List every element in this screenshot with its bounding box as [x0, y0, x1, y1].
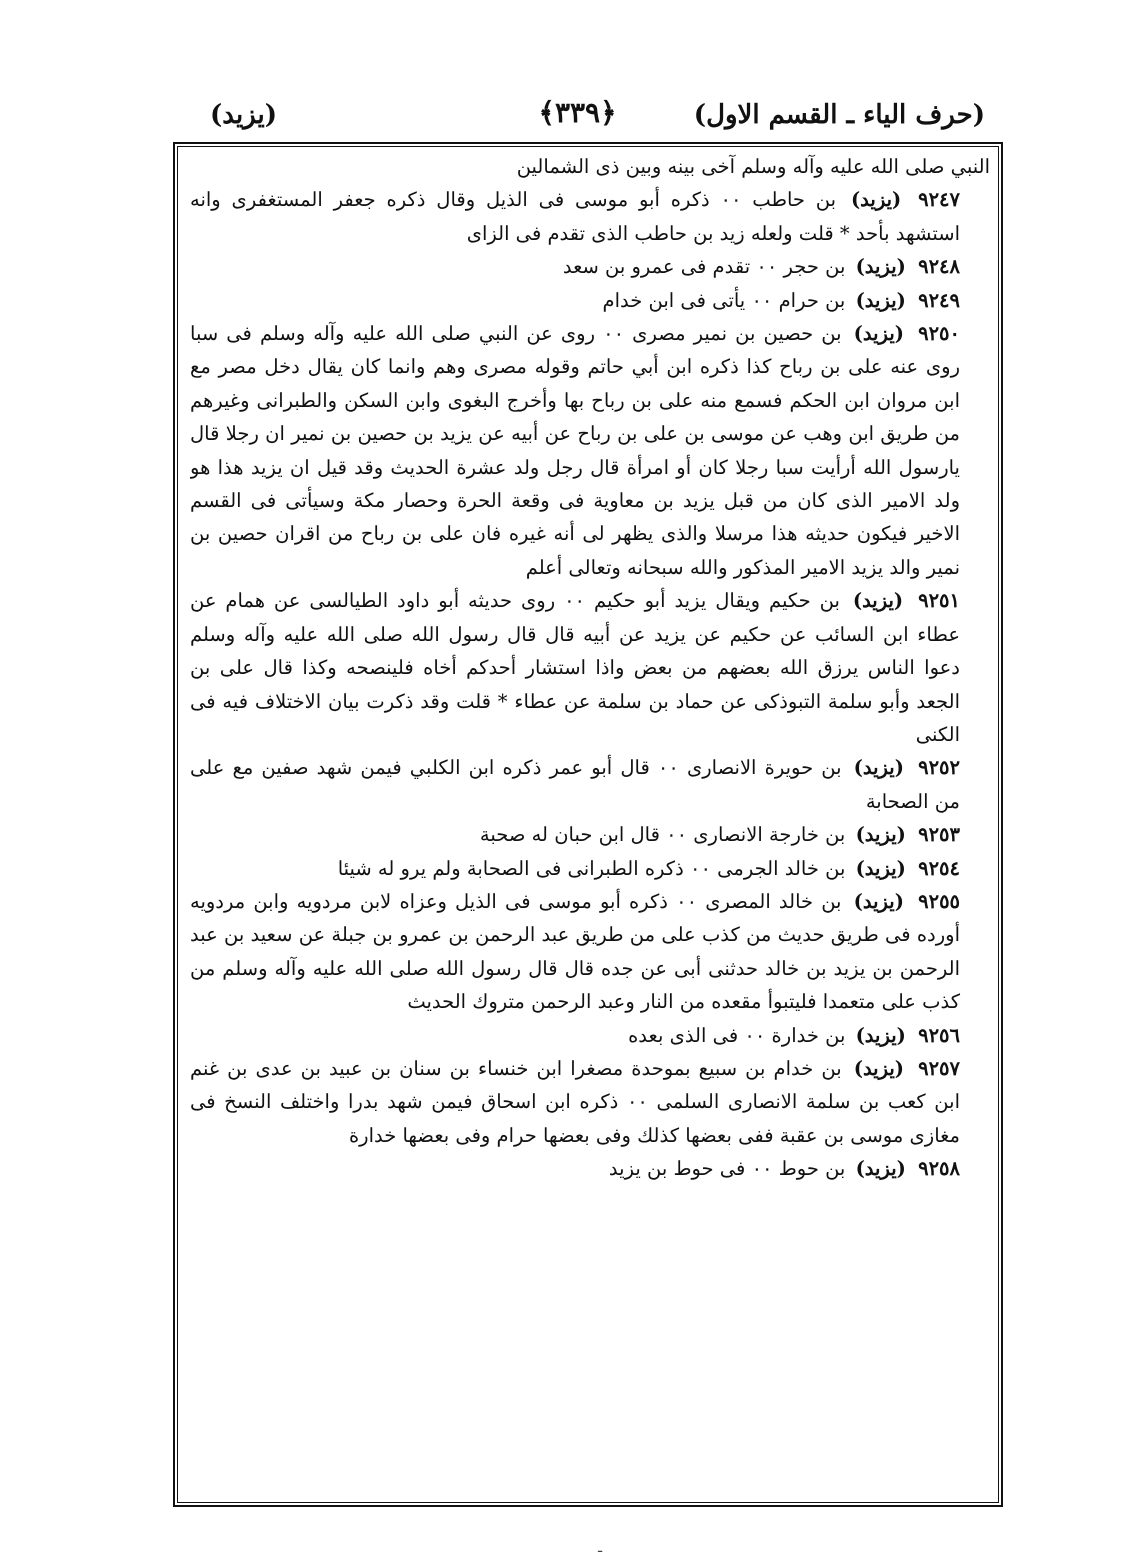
entry-text: بن خالد المصرى ٠٠ ذكره أبو موسى فى الذيل وعزاه لابن مردويه وابن مردويه أورده فى طريق حديث من كذب على من طريق عبد الرحمن بن عمرو بن جبلة عن سعيد بن عبد الرحمن بن يزيد بن خالد حدثنى أبى عن جده قال قال رسول الله صلى الله عليه وآله وسلم من كذب على متعمدا فليتبوأ مقعده من النار وعبد الرحمن متروك الحديث	[190, 889, 960, 1014]
entry-name: (يزيد)	[855, 856, 906, 880]
entry-number: ٩٢٥٥	[918, 889, 961, 913]
entry-name: (يزيد)	[853, 322, 904, 346]
entry-number: ٩٢٥١	[918, 589, 961, 613]
entry-number: ٩٢٥٠	[918, 322, 960, 346]
entry-text: بن حاطب ٠٠ ذكره أبو موسى فى الذيل وقال ذكره جعفر المستغفرى وانه استشهد بأحد * قلت ولعله زيد بن حاطب الذى تقدم فى الزاى	[190, 188, 960, 245]
entry-continuation	[190, 150, 990, 183]
entry-number: ٩٢٤٨	[918, 255, 960, 279]
entry-9255	[190, 885, 990, 1019]
page-number: ﴿٣٣٩﴾	[538, 96, 617, 129]
entry-number: ٩٢٥٨	[918, 1157, 960, 1181]
entry-text: بن حويرة الانصارى ٠٠ قال أبو عمر ذكره ابن الكلبي فيمن شهد صفين مع على من الصحابة	[190, 756, 960, 813]
entry-name: (يزيد)	[852, 589, 904, 613]
entry-9258	[190, 1152, 990, 1185]
entry-9250	[190, 317, 990, 584]
entry-9249	[190, 284, 990, 317]
entry-text: بن حوط ٠٠ فى حوط بن يزيد	[608, 1157, 846, 1181]
entry-text: بن حصين بن نمير مصرى ٠٠ روى عن النبي صلى الله عليه وآله وسلم فى سبا روى عنه على بن رباح كذا ذكره ابن أبي حاتم وقوله مصرى وهم وانما كان يقال دخل مصر مع ابن مروان ابن الحكم فسمع منه على بن رباح بها وأخرج البغوى وابن السكن والطبرانى وغيرهم من طريق ابن وهب عن موسى بن على بن رباح عن أبيه عن يزيد بن حصين بن نمير ان رجلا قال يارسول الله أرأيت سبا رجلا كان أو امرأة قال رجل ولد عشرة الحديث وقد قيل ان يزيد هذا هو ولد الامير الذى كان من قبل يزيد بن معاوية فى وقعة الحرة وحصار مكة وسيأتى فى القسم الاخير فيكون حديثه هذا مرسلا والذى يظهر لى أنه غيره فان على بن رباح من اقران حصين بن نمير والد يزيد الامير المذكور والله سبحانه وتعالى أعلم	[190, 322, 960, 579]
entry-number: ٩٢٤٧	[918, 188, 960, 212]
entry-text: بن خالد الجرمى ٠٠ ذكره الطبرانى فى الصحابة ولم يرو له شيئا	[337, 856, 846, 880]
entry-9247	[190, 183, 990, 250]
entry-name: (يزيد)	[855, 255, 906, 279]
entry-name: (يزيد)	[853, 889, 904, 913]
entry-number: ٩٢٥٣	[918, 823, 960, 847]
entry-number: ٩٢٥٦	[918, 1023, 960, 1047]
entry-name: (يزيد)	[855, 1023, 906, 1047]
entry-number: ٩٢٤٩	[918, 288, 960, 312]
entry-name: (يزيد)	[853, 1056, 905, 1080]
entry-name: (يزيد)	[855, 823, 906, 847]
entry-text: النبي صلى الله عليه وآله وسلم آخى بينه وبين ذى الشمالين	[516, 155, 990, 178]
entry-9257	[190, 1052, 990, 1152]
entry-name: (يزيد)	[853, 756, 904, 780]
chapter-heading: (حرف الياء ـ القسم الاول)	[693, 100, 985, 130]
page-header	[170, 96, 985, 138]
entry-text: بن خارجة الانصارى ٠٠ قال ابن حبان له صحبة	[479, 823, 846, 847]
entry-9254	[190, 852, 990, 885]
entry-9252	[190, 751, 990, 818]
entry-name: (يزيد)	[850, 188, 902, 212]
entry-number: ٩٢٥٤	[918, 856, 960, 880]
entry-name: (يزيد)	[855, 1157, 906, 1181]
entry-9253	[190, 818, 990, 851]
scan-speck: ـ	[598, 1540, 603, 1556]
entry-text: بن حجر ٠٠ تقدم فى عمرو بن سعد	[562, 255, 846, 279]
entry-text: بن خدام بن سبيع بموحدة مصغرا ابن خنساء بن سنان بن عبيد بن عدى بن غنم ابن كعب بن سلمة الانصارى السلمى ٠٠ ذكره ابن اسحاق فيمن شهد بدرا واختلف النسخ فى مغازى موسى بن عقبة ففى بعضها كذلك وفى بعضها حرام وفى بعضها خدارة	[190, 1056, 960, 1147]
entry-text: بن خدارة ٠٠ فى الذى بعده	[628, 1023, 846, 1047]
entry-number: ٩٢٥٢	[918, 756, 960, 780]
entry-name: (يزيد)	[855, 288, 906, 312]
page-body	[190, 150, 990, 1495]
entry-text: بن حكيم ويقال يزيد أبو حكيم ٠٠ روى حديثه أبو داود الطيالسى عن همام عن عطاء ابن السائب عن حكيم عن يزيد عن أبيه قال قال رسول الله صلى الله عليه وآله وسلم دعوا الناس يرزق الله بعضهم من بعض واذا استشار أحدكم أخاه فلينصحه وكذا قال على بن الجعد وأبو سلمة التبوذكى عن حماد بن سلمة عن عطاء * قلت وقد ذكرت بيان الاختلاف فيه فى الكنى	[190, 589, 960, 746]
entry-text: بن حرام ٠٠ يأتى فى ابن خدام	[602, 288, 846, 312]
entry-9248	[190, 250, 990, 283]
entry-number: ٩٢٥٧	[918, 1056, 961, 1080]
entry-9256	[190, 1019, 990, 1052]
running-head: (يزيد)	[210, 100, 278, 130]
entry-9251	[190, 584, 990, 751]
